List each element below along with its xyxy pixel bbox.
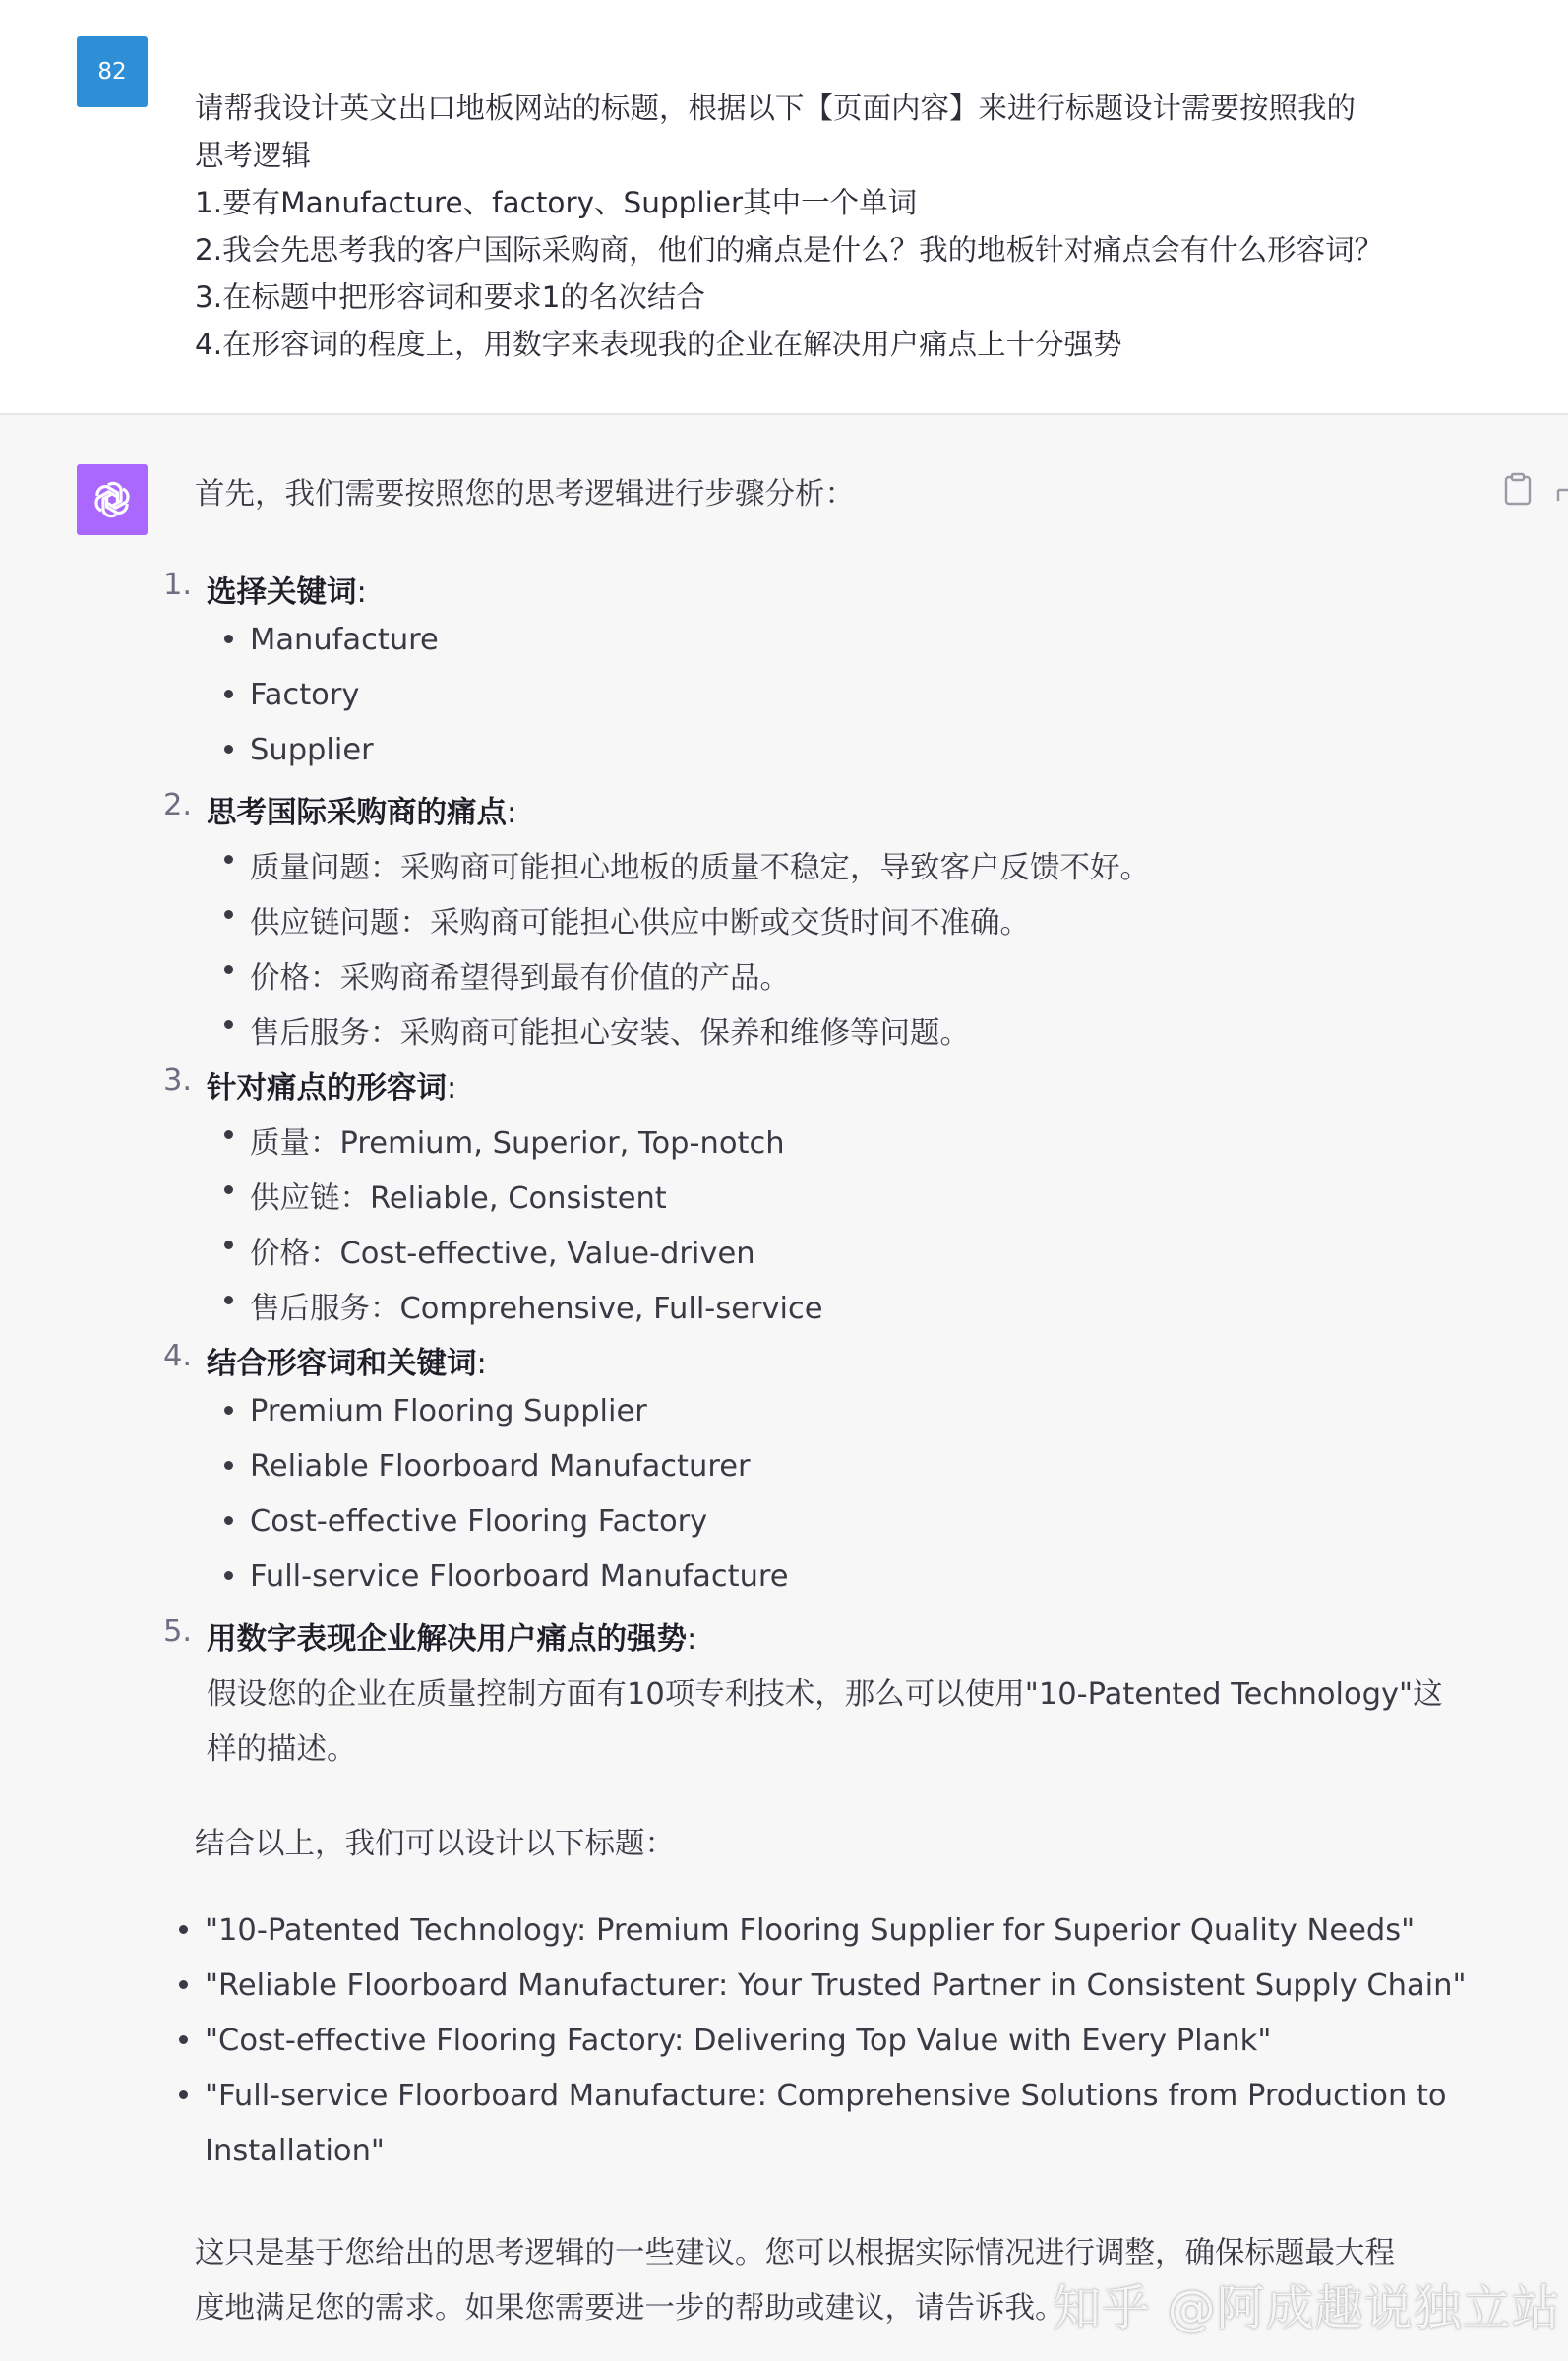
step-colon: :: [687, 1622, 697, 1657]
user-message-text: [195, 85, 1493, 368]
list-item: 价格：Cost-effective, Value-driven: [250, 1237, 755, 1271]
list-item: Factory: [250, 678, 360, 712]
list-item: Cost-effective Flooring Factory: [250, 1504, 708, 1539]
list-item: 供应链：Reliable, Consistent: [250, 1181, 667, 1216]
step-paragraph: 样的描述。: [207, 1732, 357, 1767]
list-item: Premium Flooring Supplier: [250, 1394, 647, 1428]
bullet-dot: [224, 1130, 233, 1139]
assistant-message-row: [0, 415, 1568, 2361]
closing-text: 度地满足您的需求。如果您需要进一步的帮助或建议，请告诉我。: [195, 2291, 1065, 2326]
user-line: 4.在形容词的程度上，用数字来表现我的企业在解决用户痛点上十分强势: [195, 328, 1122, 361]
title-suggestion: "Cost-effective Flooring Factory: Delivering Top Value with Every Plank": [205, 2024, 1272, 2058]
bullet-dot: [179, 2090, 188, 2099]
step-number: 2.: [163, 788, 193, 822]
bullet-dot: [224, 1461, 233, 1470]
step-title: 思考国际采购商的痛点: [207, 796, 507, 830]
bullet-dot: [179, 1925, 188, 1934]
list-item: Reliable Floorboard Manufacturer: [250, 1449, 751, 1483]
bullet-dot: [224, 690, 233, 698]
bullet-dot: [224, 1020, 233, 1029]
title-suggestion-continued: Installation": [205, 2134, 385, 2168]
bullet-dot: [224, 1516, 233, 1525]
bullet-dot: [224, 635, 233, 643]
list-item: 质量问题：采购商可能担心地板的质量不稳定，导致客户反馈不好。: [250, 851, 1150, 885]
bullet-dot: [224, 910, 233, 919]
bullet-dot: [224, 1571, 233, 1580]
bullet-dot: [179, 2035, 188, 2044]
step-heading: [207, 788, 516, 831]
step-heading: [207, 1339, 487, 1382]
thumbs-up-icon[interactable]: [1556, 482, 1568, 502]
step-paragraph: 假设您的企业在质量控制方面有10项专利技术，那么可以使用"10-Patented Technology"这: [207, 1677, 1443, 1712]
list-item: 质量：Premium, Superior, Top-notch: [250, 1126, 785, 1161]
step-colon: :: [507, 796, 517, 830]
step-number: 5.: [163, 1614, 193, 1649]
step-number: 1.: [163, 568, 193, 602]
title-suggestion: "Reliable Floorboard Manufacturer: Your Trusted Partner in Consistent Supply Chain": [205, 1968, 1467, 2003]
list-item: 售后服务：Comprehensive, Full-service: [250, 1292, 823, 1326]
bullet-dot: [224, 855, 233, 864]
step-heading: [207, 1063, 456, 1107]
list-item: 售后服务：采购商可能担心安装、保养和维修等问题。: [250, 1016, 970, 1051]
assistant-avatar: [77, 464, 148, 535]
step-colon: :: [356, 575, 367, 610]
bullet-dot: [224, 1406, 233, 1415]
openai-logo-icon: [90, 477, 135, 522]
combine-intro: 结合以上，我们可以设计以下标题：: [195, 1827, 675, 1861]
step-title: 结合形容词和关键词: [207, 1347, 477, 1381]
step-title: 用数字表现企业解决用户痛点的强势: [207, 1622, 687, 1657]
closing-text: 这只是基于您给出的思考逻辑的一些建议。您可以根据实际情况进行调整，确保标题最大程: [195, 2236, 1395, 2270]
bullet-dot: [224, 1241, 233, 1249]
watermark: 知乎 @阿成趣说独立站: [1053, 2280, 1561, 2336]
title-suggestion: "10-Patented Technology: Premium Flooring Supplier for Superior Quality Needs": [205, 1913, 1416, 1948]
step-title: 针对痛点的形容词: [207, 1071, 447, 1106]
step-colon: :: [447, 1071, 457, 1106]
list-item: Full-service Floorboard Manufacture: [250, 1559, 789, 1594]
bullet-dot: [224, 1296, 233, 1304]
user-avatar: 82: [77, 36, 148, 107]
copy-icon[interactable]: [1503, 472, 1533, 506]
step-heading: [207, 1614, 696, 1658]
bullet-dot: [179, 1980, 188, 1989]
step-number: 3.: [163, 1063, 193, 1098]
assistant-intro: 首先，我们需要按照您的思考逻辑进行步骤分析：: [195, 477, 855, 512]
step-heading: [207, 568, 367, 611]
step-number: 4.: [163, 1339, 193, 1373]
bullet-dot: [224, 1185, 233, 1194]
bullet-dot: [224, 745, 233, 754]
user-line: 2.我会先思考我的客户国际采购商，他们的痛点是什么？我的地板针对痛点会有什么形容词？: [195, 233, 1384, 267]
user-line: 请帮我设计英文出口地板网站的标题，根据以下【页面内容】来进行标题设计需要按照我的: [195, 91, 1357, 125]
user-line: 3.在标题中把形容词和要求1的名次结合: [195, 280, 705, 314]
list-item: 供应链问题：采购商可能担心供应中断或交货时间不准确。: [250, 906, 1030, 940]
title-suggestion: "Full-service Floorboard Manufacture: Comprehensive Solutions from Production to: [205, 2079, 1447, 2113]
list-item: Manufacture: [250, 623, 439, 657]
list-item: Supplier: [250, 733, 374, 767]
bullet-dot: [224, 965, 233, 974]
list-item: 价格：采购商希望得到最有价值的产品。: [250, 961, 790, 996]
step-colon: :: [476, 1347, 487, 1381]
user-message-row: [0, 0, 1568, 415]
step-title: 选择关键词: [207, 575, 357, 610]
user-line: 1.要有Manufacture、factory、Supplier其中一个单词: [195, 186, 918, 219]
user-line: 思考逻辑: [195, 139, 312, 172]
